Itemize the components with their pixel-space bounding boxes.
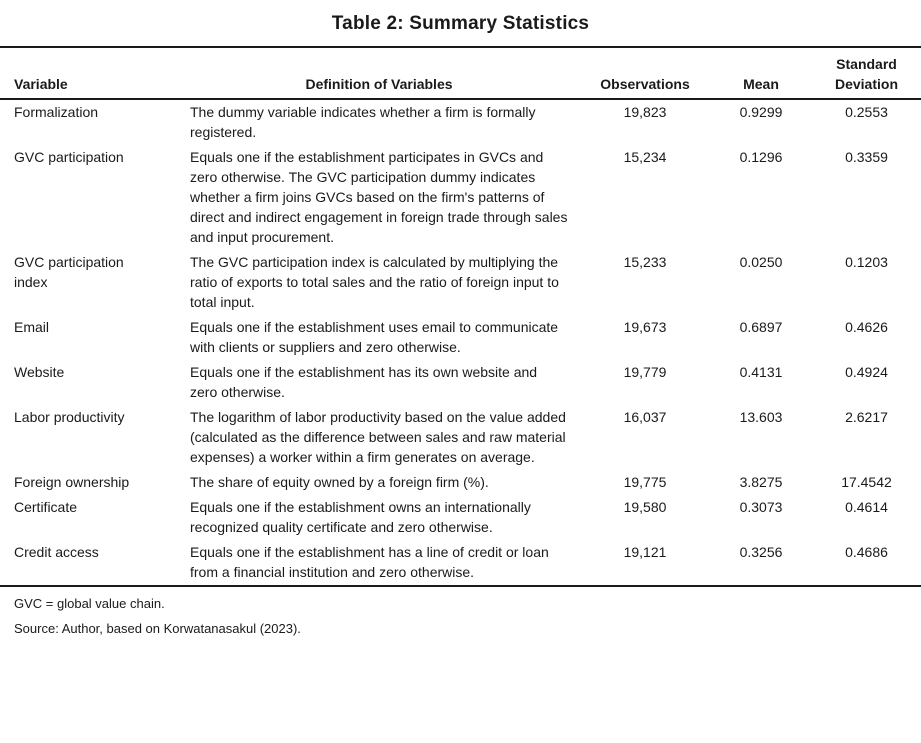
variable-cell: GVC participation index (14, 254, 124, 290)
variable-cell: Formalization (14, 104, 99, 120)
table-row-website (0, 360, 921, 405)
definition-cell: Equals one if the establishment participates in GVCs and zero otherwise. The GVC participation dummy indicates whether a firm joins GVCs based on the firm's patterns of direct and indirect engagement in foreign trade through sales and input procurement. (190, 149, 568, 245)
variable-cell: GVC participation (14, 149, 124, 165)
summary-statistics-table (0, 46, 921, 587)
observations-cell: 19,121 (623, 544, 667, 560)
mean-cell: 0.0250 (739, 254, 783, 270)
column-header-mean: Mean (710, 47, 812, 99)
table-row-labor-productivity (0, 405, 921, 470)
definition-cell: Equals one if the establishment has a line of credit or loan from a financial institution and zero otherwise. (190, 544, 549, 580)
definition-cell: The share of equity owned by a foreign firm (%). (190, 474, 489, 490)
table-notes (14, 596, 921, 637)
table-header-row (0, 47, 921, 99)
abbreviation-note: GVC = global value chain. (14, 596, 165, 611)
std-dev-cell: 0.4614 (845, 499, 888, 515)
mean-cell: 0.9299 (739, 104, 783, 120)
definition-cell: Equals one if the establishment has its own website and zero otherwise. (190, 364, 538, 400)
table-row-foreign-ownership (0, 470, 921, 495)
observations-cell: 19,775 (623, 474, 667, 490)
observations-cell: 16,037 (623, 409, 667, 425)
column-header-definition: Definition of Variables (180, 47, 580, 99)
mean-cell: 0.3256 (739, 544, 783, 560)
definition-cell: The dummy variable indicates whether a firm is formally registered. (190, 104, 536, 140)
table-row-formalization (0, 99, 921, 145)
variable-cell: Certificate (14, 499, 78, 515)
std-dev-cell: 0.3359 (845, 149, 888, 165)
variable-cell: Credit access (14, 544, 99, 560)
std-dev-cell: 2.6217 (845, 409, 888, 425)
variable-cell: Website (14, 364, 65, 380)
definition-cell: Equals one if the establishment owns an internationally recognized quality certificate and zero otherwise. (190, 499, 531, 535)
mean-cell: 0.1296 (739, 149, 783, 165)
definition-cell: The logarithm of labor productivity based on the value added (calculated as the difference between sales and raw material expenses) a worker within a firm generates on average. (190, 409, 566, 465)
standard-deviation-header-line1: Standard (836, 56, 897, 72)
variable-cell: Labor productivity (14, 409, 125, 425)
variable-cell: Foreign ownership (14, 474, 130, 490)
mean-cell: 3.8275 (739, 474, 783, 490)
observations-cell: 19,779 (623, 364, 667, 380)
column-header-variable: Variable (0, 47, 180, 99)
table-row-certificate (0, 495, 921, 540)
std-dev-cell: 0.4686 (845, 544, 888, 560)
std-dev-cell: 17.4542 (841, 474, 892, 490)
source-note: Source: Author, based on Korwatanasakul (2023). (14, 621, 301, 636)
observations-cell: 19,673 (623, 319, 667, 335)
table-row-gvc-participation (0, 145, 921, 250)
table-row-email (0, 315, 921, 360)
observations-cell: 15,234 (623, 149, 667, 165)
mean-cell: 0.4131 (739, 364, 783, 380)
std-dev-cell: 0.4626 (845, 319, 888, 335)
standard-deviation-header-line2: Deviation (834, 76, 898, 92)
observations-cell: 19,580 (623, 499, 667, 515)
definition-cell: Equals one if the establishment uses email to communicate with clients or suppliers and zero otherwise. (190, 319, 559, 355)
std-dev-cell: 0.4924 (845, 364, 888, 380)
table-row-credit-access (0, 540, 921, 586)
mean-cell: 0.6897 (739, 319, 783, 335)
table-row-gvc-participation-index (0, 250, 921, 315)
std-dev-cell: 0.1203 (845, 254, 888, 270)
observations-cell: 15,233 (623, 254, 667, 270)
variable-cell: Email (14, 319, 50, 335)
observations-cell: 19,823 (623, 104, 667, 120)
table-title: Table 2: Summary Statistics (331, 13, 590, 34)
column-header-standard-deviation (812, 47, 921, 99)
definition-cell: The GVC participation index is calculated by multiplying the ratio of exports to total sales and the ratio of foreign input to total input. (190, 254, 559, 310)
std-dev-cell: 0.2553 (845, 104, 888, 120)
mean-cell: 0.3073 (739, 499, 783, 515)
mean-cell: 13.603 (739, 409, 783, 425)
column-header-observations: Observations (580, 47, 710, 99)
